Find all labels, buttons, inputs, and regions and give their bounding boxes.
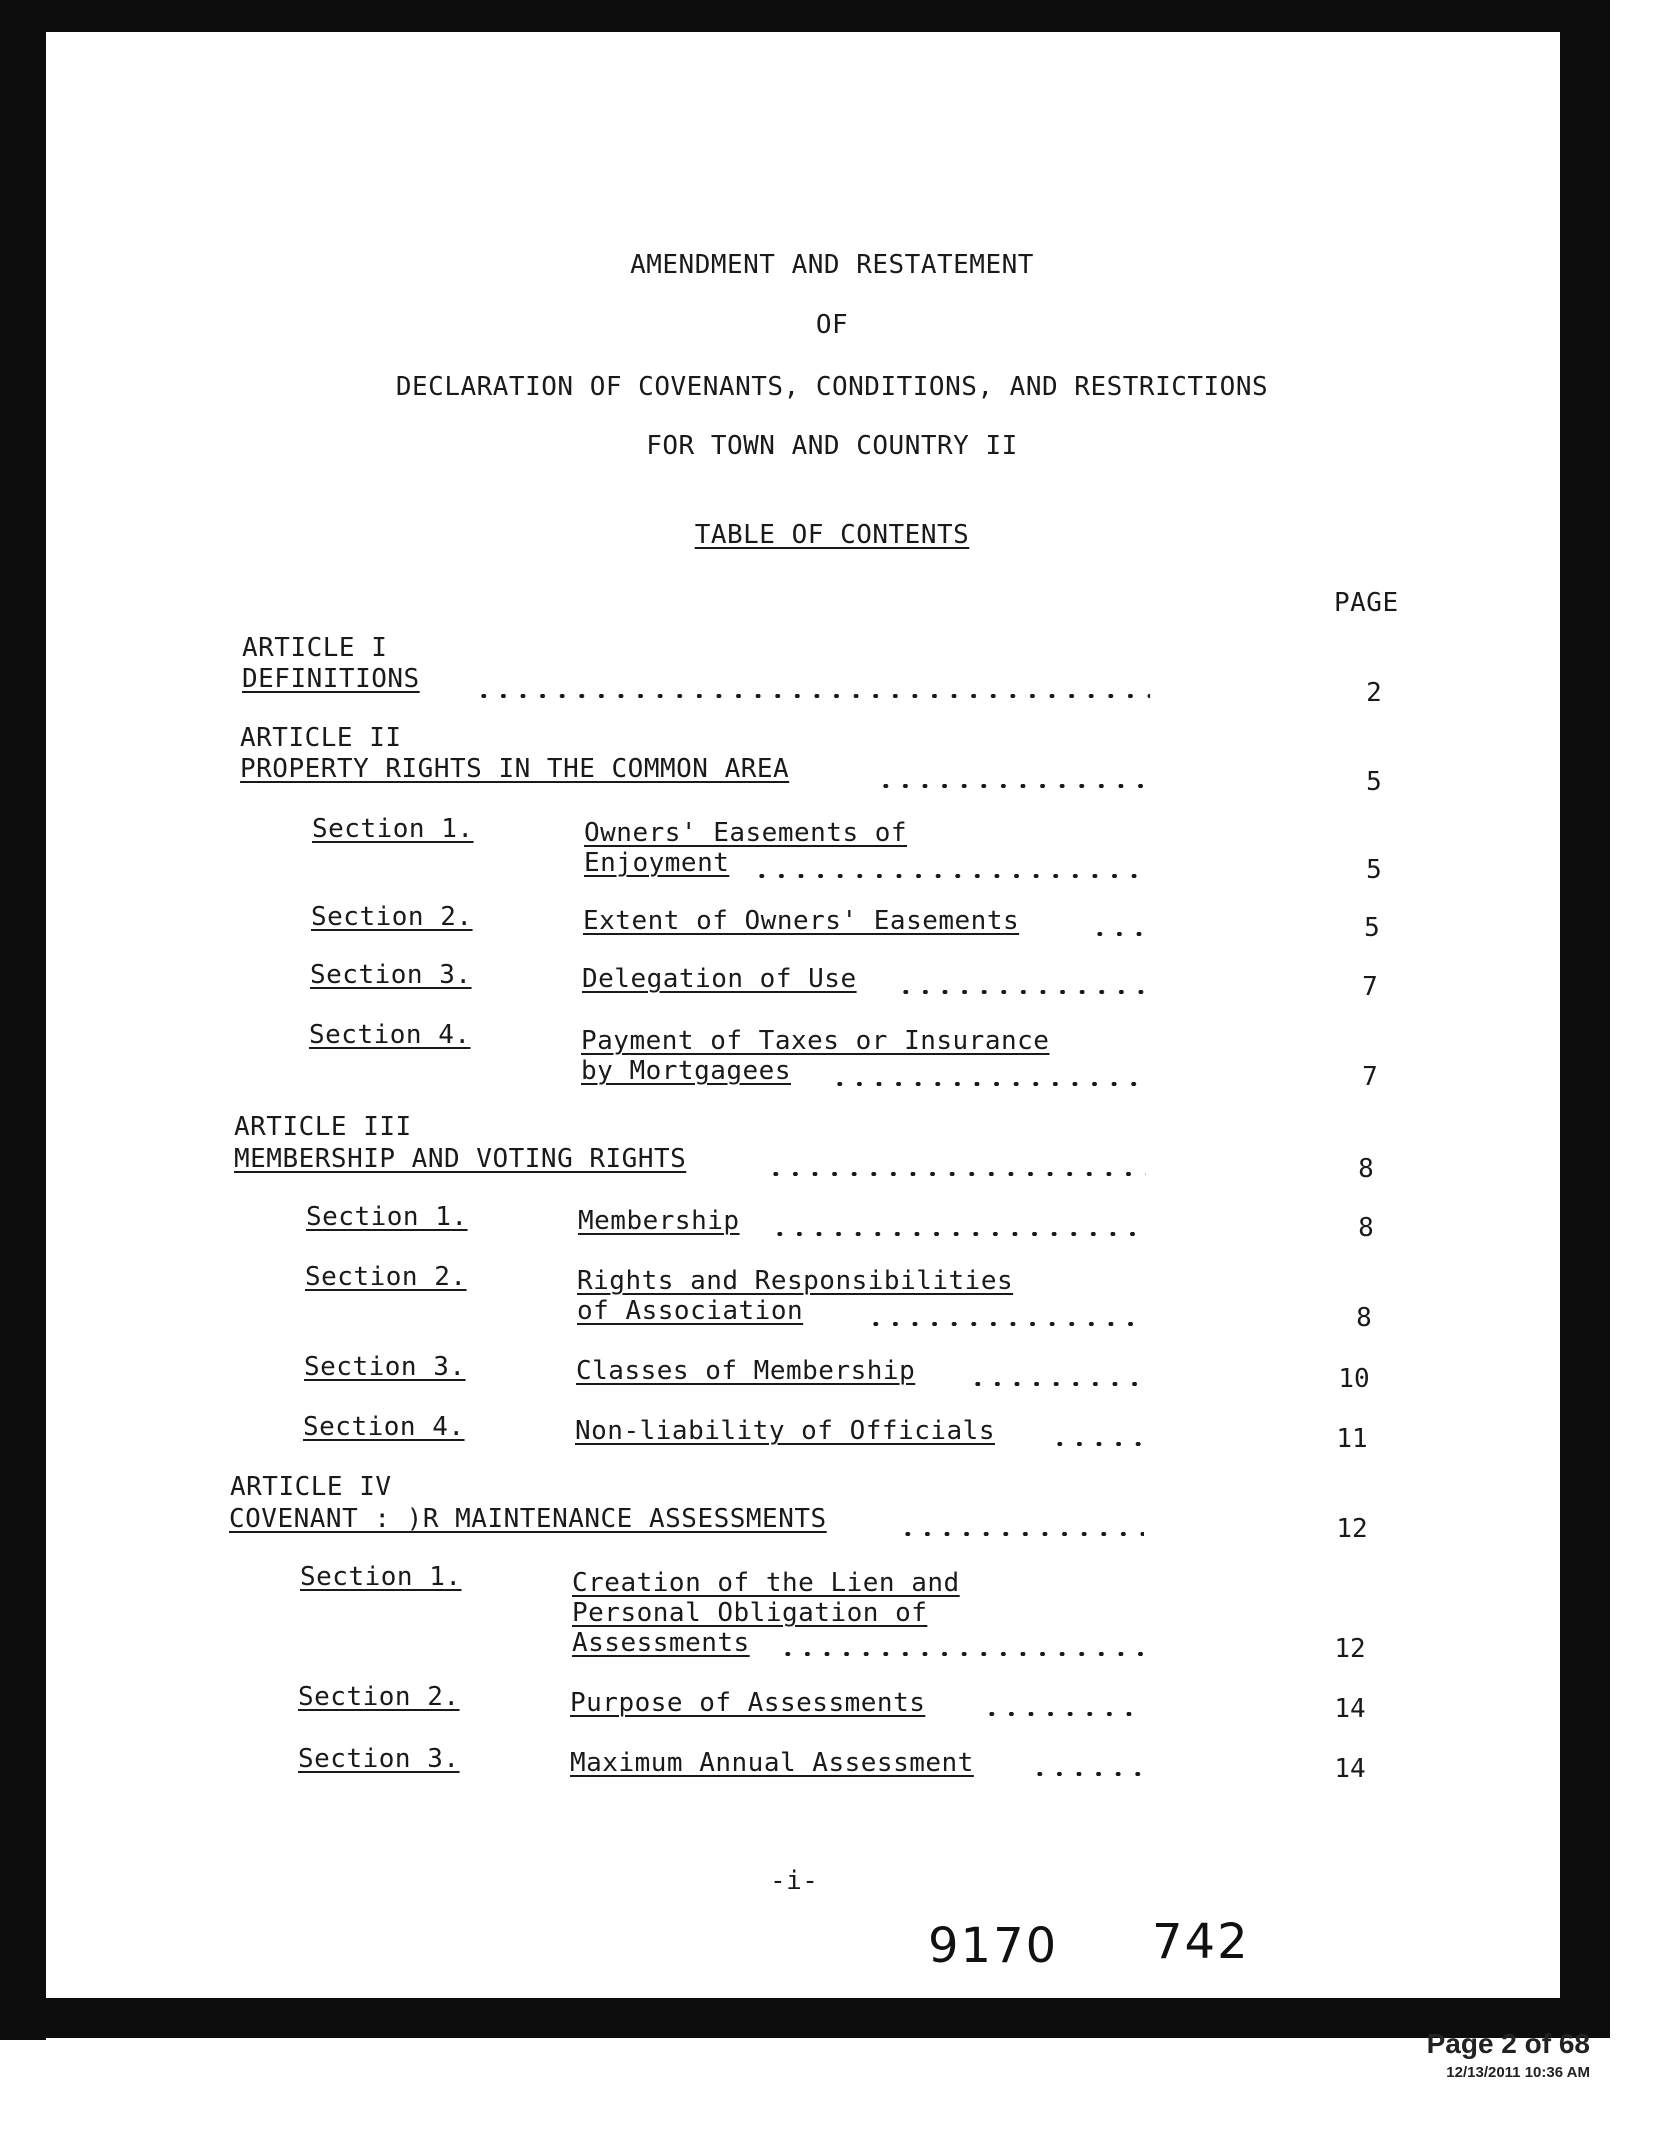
- article-3-section-2-page: 8: [1356, 1303, 1372, 1333]
- dot-leader: [770, 1232, 1146, 1236]
- recording-number-left: 9170: [928, 1918, 1059, 1974]
- page-number-roman: -i-: [770, 1866, 819, 1896]
- article-3-section-3-label: Section 3.: [304, 1352, 466, 1382]
- article-4-title: COVENANT : )R MAINTENANCE ASSESSMENTS: [229, 1504, 827, 1534]
- article-2-section-3-label: Section 3.: [310, 960, 472, 990]
- article-2-section-2-label: Section 2.: [311, 902, 473, 932]
- print-timestamp: 12/13/2011 10:36 AM: [1446, 2064, 1590, 2081]
- article-3-section-3-page: 10: [1338, 1364, 1370, 1394]
- article-2-title: PROPERTY RIGHTS IN THE COMMON AREA: [240, 754, 790, 784]
- article-1-label: ARTICLE I: [242, 633, 388, 663]
- article-4-section-2-label: Section 2.: [298, 1682, 460, 1712]
- article-2-section-3-title: Delegation of Use: [582, 964, 857, 994]
- article-3-page: 8: [1358, 1154, 1374, 1184]
- title-line-4: FOR TOWN AND COUNTRY II: [646, 431, 1018, 461]
- title-line-3: DECLARATION OF COVENANTS, CONDITIONS, AND RESTRICTIONS: [395, 372, 1269, 402]
- dot-leader: [830, 1082, 1150, 1086]
- page-indicator: Page 2 of 68: [1426, 2028, 1590, 2059]
- dot-leader: [982, 1712, 1142, 1716]
- article-4-section-3-page: 14: [1334, 1754, 1366, 1784]
- article-4-section-3-title: Maximum Annual Assessment: [570, 1748, 974, 1778]
- recording-number-right: 742: [1152, 1914, 1250, 1970]
- article-4-section-1-title-cont: Personal Obligation of: [572, 1598, 928, 1628]
- article-1-title: DEFINITIONS: [242, 664, 420, 694]
- article-4-section-2-page: 14: [1334, 1694, 1366, 1724]
- scan-border-left: [0, 0, 46, 2040]
- article-3-label: ARTICLE III: [234, 1112, 412, 1142]
- title-line-2: OF: [815, 310, 849, 340]
- scan-border-right: [1560, 0, 1610, 2035]
- dot-leader: [1030, 1772, 1142, 1776]
- article-3-section-1-title: Membership: [578, 1206, 740, 1236]
- article-2-section-4-title: Payment of Taxes or Insurance: [581, 1026, 1050, 1056]
- dot-leader: [474, 694, 1150, 698]
- toc-heading: TABLE OF CONTENTS: [694, 520, 970, 550]
- dot-leader: [778, 1652, 1144, 1656]
- article-4-label: ARTICLE IV: [230, 1472, 392, 1502]
- dot-leader: [752, 874, 1150, 878]
- dot-leader: [866, 1322, 1146, 1326]
- dot-leader: [968, 1382, 1146, 1386]
- article-2-section-3-page: 7: [1362, 972, 1378, 1002]
- article-1-page: 2: [1366, 678, 1382, 708]
- article-4-section-2-title: Purpose of Assessments: [570, 1688, 926, 1718]
- article-3-title: MEMBERSHIP AND VOTING RIGHTS: [234, 1144, 687, 1174]
- article-3-section-2-title: Rights and Responsibilities: [577, 1266, 1014, 1296]
- article-4-section-1-label: Section 1.: [300, 1562, 462, 1592]
- dot-leader: [1050, 1442, 1146, 1446]
- article-3-section-1-label: Section 1.: [306, 1202, 468, 1232]
- article-2-section-2-page: 5: [1364, 913, 1380, 943]
- article-2-section-2-title: Extent of Owners' Easements: [583, 906, 1020, 936]
- article-3-section-4-title: Non-liability of Officials: [575, 1416, 995, 1446]
- dot-leader: [896, 990, 1150, 994]
- title-line-1: AMENDMENT AND RESTATEMENT: [630, 250, 1034, 280]
- article-4-section-1-title: Creation of the Lien and: [572, 1568, 960, 1598]
- article-2-section-4-label: Section 4.: [309, 1020, 471, 1050]
- page-column-header: PAGE: [1334, 588, 1399, 618]
- scan-border-top: [0, 0, 1610, 32]
- article-2-section-1-title: Owners' Easements of: [584, 818, 908, 848]
- article-2-section-4-page: 7: [1362, 1062, 1378, 1092]
- article-3-section-4-label: Section 4.: [303, 1412, 465, 1442]
- dot-leader: [898, 1532, 1144, 1536]
- article-3-section-4-page: 11: [1336, 1424, 1368, 1454]
- article-4-page: 12: [1336, 1514, 1368, 1544]
- dot-leader: [1090, 932, 1150, 936]
- article-2-section-1-title-cont: Enjoyment: [584, 848, 730, 878]
- article-3-section-3-title: Classes of Membership: [576, 1356, 916, 1386]
- article-4-section-3-label: Section 3.: [298, 1744, 460, 1774]
- article-2-section-1-label: Section 1.: [312, 814, 474, 844]
- scan-border-bottom: [0, 1998, 1610, 2038]
- article-2-section-4-title-cont: by Mortgagees: [581, 1056, 791, 1086]
- article-3-section-2-title-cont: of Association: [577, 1296, 804, 1326]
- dot-leader: [876, 784, 1150, 788]
- article-2-label: ARTICLE II: [240, 723, 402, 753]
- article-3-section-1-page: 8: [1358, 1213, 1374, 1243]
- article-4-section-1-title-cont-2: Assessments: [572, 1628, 750, 1658]
- article-2-page: 5: [1366, 767, 1382, 797]
- article-3-section-2-label: Section 2.: [305, 1262, 467, 1292]
- article-2-section-1-page: 5: [1366, 855, 1382, 885]
- dot-leader: [766, 1172, 1146, 1176]
- article-4-section-1-page: 12: [1334, 1634, 1366, 1664]
